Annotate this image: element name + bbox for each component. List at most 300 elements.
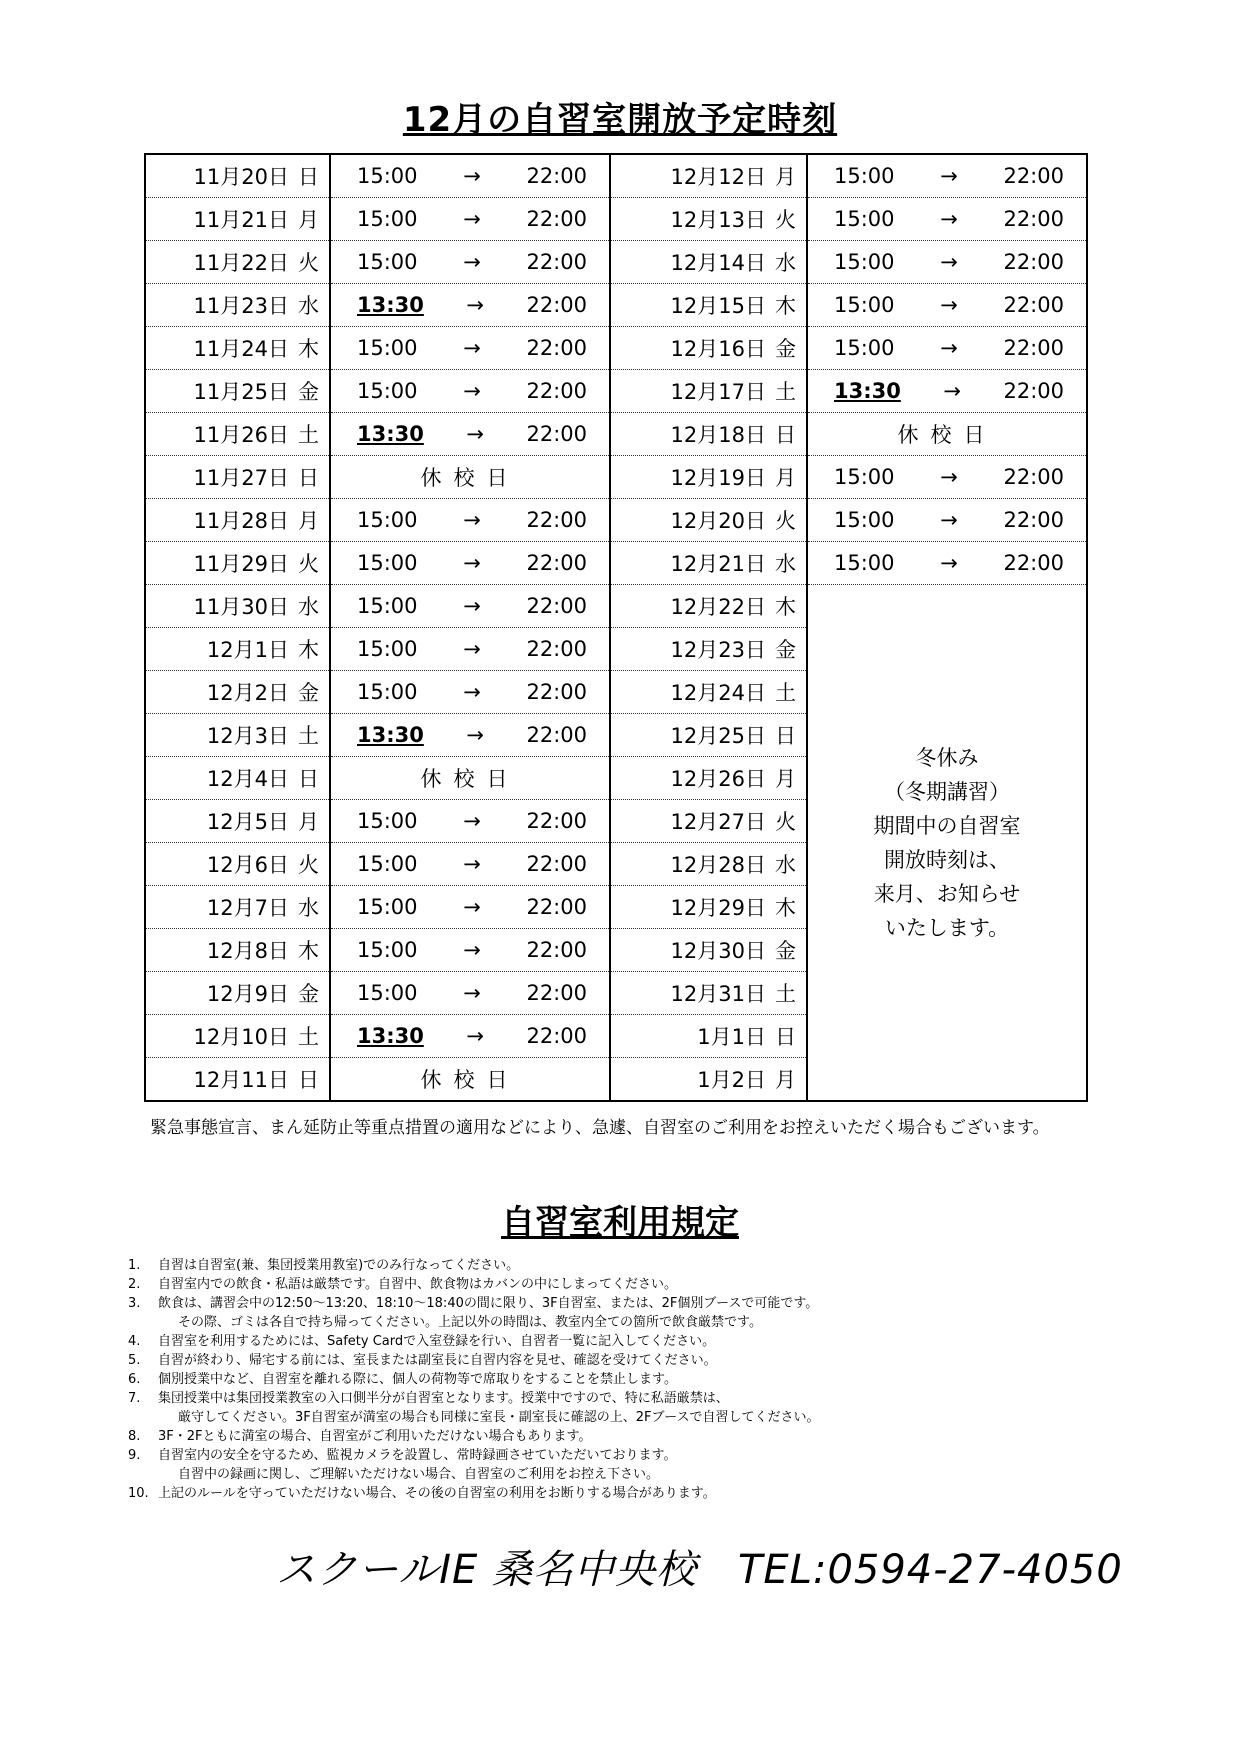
weekday-label: 月 xyxy=(775,1068,796,1092)
open-hours-cell xyxy=(330,1015,610,1058)
date-label: 12月17日 xyxy=(670,380,766,404)
open-hours-cell xyxy=(330,886,610,929)
date-label: 11月21日 xyxy=(193,208,289,232)
table-row xyxy=(145,499,1087,542)
arrow-icon: → xyxy=(463,594,481,618)
weekday-label: 木 xyxy=(298,939,319,963)
start-time: 15:00 xyxy=(357,164,418,188)
date-cell-right xyxy=(610,1015,807,1058)
date-cell-left xyxy=(145,886,330,929)
date-label: 12月4日 xyxy=(206,767,289,791)
date-label: 11月20日 xyxy=(193,165,289,189)
open-hours-cell xyxy=(330,413,610,456)
date-label: 12月6日 xyxy=(206,853,289,877)
weekday-label: 金 xyxy=(298,681,319,705)
closed-day-cell: 休校日 xyxy=(330,757,610,800)
date-label: 12月28日 xyxy=(670,853,766,877)
weekday-label: 金 xyxy=(298,982,319,1006)
notice-text: 緊急事態宣言、まん延防止等重点措置の適用などにより、急遽、自習室のご利用をお控えいただく場合もございます。 xyxy=(150,1118,1050,1138)
weekday-label: 木 xyxy=(298,337,319,361)
date-label: 12月29日 xyxy=(670,896,766,920)
open-hours-cell xyxy=(330,585,610,628)
end-time: 22:00 xyxy=(1003,465,1064,489)
date-label: 12月20日 xyxy=(670,509,766,533)
start-time: 15:00 xyxy=(834,207,895,231)
open-hours-cell xyxy=(330,284,610,327)
date-label: 12月1日 xyxy=(206,638,289,662)
arrow-icon: → xyxy=(940,551,958,575)
end-time: 22:00 xyxy=(526,379,587,403)
rule-number: 1. xyxy=(128,1258,141,1273)
start-time: 15:00 xyxy=(834,293,895,317)
weekday-label: 日 xyxy=(775,423,796,447)
rule-number xyxy=(128,1465,158,1484)
weekday-label: 月 xyxy=(298,208,319,232)
open-hours-cell xyxy=(330,972,610,1015)
date-cell-left xyxy=(145,972,330,1015)
date-label: 11月24日 xyxy=(193,337,289,361)
weekday-label: 月 xyxy=(775,767,796,791)
rule-item xyxy=(128,1313,1128,1332)
open-hours-cell xyxy=(330,843,610,886)
weekday-label: 日 xyxy=(775,724,796,748)
rule-number: 8. xyxy=(128,1429,141,1444)
rule-number xyxy=(128,1313,158,1332)
date-label: 12月16日 xyxy=(670,337,766,361)
weekday-label: 火 xyxy=(298,853,319,877)
rule-item xyxy=(128,1332,1128,1351)
arrow-icon: → xyxy=(463,895,481,919)
date-cell-left xyxy=(145,542,330,585)
date-cell-left xyxy=(145,241,330,284)
date-cell-left xyxy=(145,370,330,413)
weekday-label: 土 xyxy=(298,724,319,748)
rule-item xyxy=(128,1446,1128,1465)
date-label: 11月28日 xyxy=(193,509,289,533)
start-time: 15:00 xyxy=(834,508,895,532)
weekday-label: 木 xyxy=(775,294,796,318)
start-time: 15:00 xyxy=(834,551,895,575)
open-hours-cell xyxy=(807,154,1087,198)
end-time: 22:00 xyxy=(1003,207,1064,231)
open-hours-cell xyxy=(330,198,610,241)
rule-item xyxy=(128,1294,1128,1313)
arrow-icon: → xyxy=(463,336,481,360)
open-hours-cell xyxy=(807,284,1087,327)
rule-text: 自習室を利用するためには、Safety Cardで入室登録を行い、自習者一覧に記入してください。 xyxy=(158,1334,716,1349)
start-time: 15:00 xyxy=(357,207,418,231)
closed-day-cell: 休校日 xyxy=(330,1058,610,1102)
date-cell-right xyxy=(610,886,807,929)
date-cell-left xyxy=(145,757,330,800)
open-hours-cell xyxy=(330,327,610,370)
start-time: 15:00 xyxy=(357,895,418,919)
end-time: 22:00 xyxy=(526,680,587,704)
end-time: 22:00 xyxy=(1003,250,1064,274)
rule-item xyxy=(128,1389,1128,1408)
weekday-label: 金 xyxy=(775,337,796,361)
date-cell-left xyxy=(145,800,330,843)
table-row xyxy=(145,327,1087,370)
weekday-label: 火 xyxy=(298,552,319,576)
winter-note-line: 来月、お知らせ xyxy=(873,881,1021,906)
date-label: 12月5日 xyxy=(206,810,289,834)
end-time: 22:00 xyxy=(526,852,587,876)
date-cell-left xyxy=(145,843,330,886)
arrow-icon: → xyxy=(463,938,481,962)
rule-text: 厳守してください。3F自習室が満室の場合も同様に室長・副室長に確認の上、2Fブースで自習してください。 xyxy=(178,1410,820,1425)
page-title: 12月の自習室開放予定時刻 xyxy=(402,100,838,140)
date-label: 1月1日 xyxy=(697,1025,766,1049)
table-row xyxy=(145,542,1087,585)
start-time: 15:00 xyxy=(357,336,418,360)
start-time: 13:30 xyxy=(834,379,901,403)
date-label: 12月12日 xyxy=(670,165,766,189)
date-cell-right xyxy=(610,327,807,370)
date-label: 12月27日 xyxy=(670,810,766,834)
date-label: 12月15日 xyxy=(670,294,766,318)
weekday-label: 木 xyxy=(298,638,319,662)
start-time: 15:00 xyxy=(357,508,418,532)
date-label: 12月10日 xyxy=(193,1025,289,1049)
table-row xyxy=(145,241,1087,284)
weekday-label: 水 xyxy=(298,294,319,318)
date-label: 12月30日 xyxy=(670,939,766,963)
start-time: 15:00 xyxy=(834,164,895,188)
date-cell-right xyxy=(610,929,807,972)
date-label: 12月22日 xyxy=(670,595,766,619)
open-hours-cell xyxy=(330,628,610,671)
rule-item xyxy=(128,1408,1128,1427)
arrow-icon: → xyxy=(940,508,958,532)
date-cell-right xyxy=(610,628,807,671)
rule-text: 集団授業中は集団授業教室の入口側半分が自習室となります。授業中ですので、特に私語厳禁は、 xyxy=(158,1391,729,1406)
weekday-label: 日 xyxy=(298,466,319,490)
date-cell-left xyxy=(145,929,330,972)
rule-item xyxy=(128,1351,1128,1370)
date-cell-right xyxy=(610,413,807,456)
end-time: 22:00 xyxy=(526,250,587,274)
rule-item xyxy=(128,1275,1128,1294)
start-time: 15:00 xyxy=(357,981,418,1005)
end-time: 22:00 xyxy=(526,809,587,833)
rule-text: 自習が終わり、帰宅する前には、室長または副室長に自習内容を見せ、確認を受けてください。 xyxy=(158,1353,717,1368)
weekday-label: 水 xyxy=(775,552,796,576)
date-label: 12月3日 xyxy=(206,724,289,748)
winter-note-line: いたします。 xyxy=(884,915,1010,940)
weekday-label: 日 xyxy=(298,1068,319,1092)
weekday-label: 火 xyxy=(298,251,319,275)
date-cell-right xyxy=(610,542,807,585)
rule-text: 個別授業中など、自習室を離れる際に、個人の荷物等で席取りをすることを禁止します。 xyxy=(158,1372,677,1387)
rule-number: 5. xyxy=(128,1353,141,1368)
date-cell-right xyxy=(610,800,807,843)
open-hours-cell xyxy=(807,198,1087,241)
open-hours-cell xyxy=(807,327,1087,370)
date-label: 12月14日 xyxy=(670,251,766,275)
date-label: 12月25日 xyxy=(670,724,766,748)
winter-break-note xyxy=(807,585,1087,1102)
table-row xyxy=(145,413,1087,456)
winter-note-line: 冬休み xyxy=(915,745,979,770)
open-hours-cell xyxy=(330,154,610,198)
date-label: 12月21日 xyxy=(670,552,766,576)
open-hours-cell xyxy=(807,241,1087,284)
end-time: 22:00 xyxy=(1003,293,1064,317)
rule-number: 9. xyxy=(128,1448,141,1463)
date-cell-right xyxy=(610,198,807,241)
date-label: 12月19日 xyxy=(670,466,766,490)
start-time: 15:00 xyxy=(357,637,418,661)
winter-note-line: 開放時刻は、 xyxy=(884,847,1010,872)
end-time: 22:00 xyxy=(526,164,587,188)
open-hours-cell xyxy=(330,929,610,972)
table-row xyxy=(145,284,1087,327)
end-time: 22:00 xyxy=(526,895,587,919)
end-time: 22:00 xyxy=(526,981,587,1005)
rule-item xyxy=(128,1256,1128,1275)
end-time: 22:00 xyxy=(526,336,587,360)
rule-number: 2. xyxy=(128,1277,141,1292)
arrow-icon: → xyxy=(466,1024,484,1048)
date-cell-right xyxy=(610,1058,807,1102)
rule-text: 3F・2Fともに満室の場合、自習室がご利用いただけない場合もあります。 xyxy=(158,1429,592,1444)
arrow-icon: → xyxy=(463,981,481,1005)
date-cell-left xyxy=(145,413,330,456)
open-hours-cell xyxy=(330,499,610,542)
arrow-icon: → xyxy=(463,551,481,575)
weekday-label: 木 xyxy=(775,896,796,920)
date-cell-left xyxy=(145,714,330,757)
date-cell-right xyxy=(610,585,807,628)
weekday-label: 金 xyxy=(775,939,796,963)
weekday-label: 月 xyxy=(775,466,796,490)
arrow-icon: → xyxy=(943,379,961,403)
weekday-label: 水 xyxy=(298,595,319,619)
closed-day-cell: 休校日 xyxy=(330,456,610,499)
weekday-label: 日 xyxy=(298,767,319,791)
rule-item xyxy=(128,1370,1128,1389)
rule-item xyxy=(128,1427,1128,1446)
arrow-icon: → xyxy=(466,723,484,747)
weekday-label: 月 xyxy=(298,509,319,533)
rule-text: 自習室内での飲食・私語は厳禁です。自習中、飲食物はカバンの中にしまってください。 xyxy=(158,1277,677,1292)
weekday-label: 土 xyxy=(298,1025,319,1049)
start-time: 15:00 xyxy=(357,594,418,618)
weekday-label: 土 xyxy=(298,423,319,447)
date-cell-left xyxy=(145,456,330,499)
date-label: 12月18日 xyxy=(670,423,766,447)
date-cell-right xyxy=(610,714,807,757)
date-cell-right xyxy=(610,284,807,327)
arrow-icon: → xyxy=(940,465,958,489)
date-label: 12月13日 xyxy=(670,208,766,232)
date-label: 11月29日 xyxy=(193,552,289,576)
table-row xyxy=(145,370,1087,413)
arrow-icon: → xyxy=(463,250,481,274)
weekday-label: 木 xyxy=(775,595,796,619)
start-time: 15:00 xyxy=(834,336,895,360)
rule-text: 飲食は、講習会中の12:50～13:20、18:10～18:40の間に限り、3F自習室、または、2F個別ブースで可能です。 xyxy=(158,1296,819,1311)
date-cell-left xyxy=(145,198,330,241)
open-hours-cell xyxy=(330,671,610,714)
weekday-label: 水 xyxy=(775,853,796,877)
end-time: 22:00 xyxy=(1003,508,1064,532)
arrow-icon: → xyxy=(463,680,481,704)
footer-school-contact: スクールIE 桑名中央校 TEL:0594-27-4050 xyxy=(276,1547,1123,1593)
weekday-label: 月 xyxy=(775,165,796,189)
rule-text: 上記のルールを守っていただけない場合、その後の自習室の利用をお断りする場合があります。 xyxy=(158,1486,716,1501)
start-time: 15:00 xyxy=(357,250,418,274)
open-hours-cell xyxy=(330,542,610,585)
rule-number: 7. xyxy=(128,1391,141,1406)
arrow-icon: → xyxy=(466,422,484,446)
open-hours-cell xyxy=(807,499,1087,542)
start-time: 15:00 xyxy=(357,680,418,704)
open-hours-cell xyxy=(330,241,610,284)
date-cell-left xyxy=(145,327,330,370)
weekday-label: 金 xyxy=(775,638,796,662)
date-label: 12月31日 xyxy=(670,982,766,1006)
end-time: 22:00 xyxy=(526,637,587,661)
date-cell-left xyxy=(145,671,330,714)
winter-note-line: 期間中の自習室 xyxy=(873,813,1021,838)
date-cell-left xyxy=(145,284,330,327)
weekday-label: 火 xyxy=(775,509,796,533)
closed-day-cell: 休校日 xyxy=(807,413,1087,456)
date-cell-right xyxy=(610,456,807,499)
start-time: 13:30 xyxy=(357,1024,424,1048)
date-label: 11月27日 xyxy=(193,466,289,490)
date-cell-right xyxy=(610,499,807,542)
rules-list xyxy=(128,1256,1128,1503)
end-time: 22:00 xyxy=(526,508,587,532)
weekday-label: 土 xyxy=(775,681,796,705)
table-row xyxy=(145,456,1087,499)
start-time: 15:00 xyxy=(834,465,895,489)
date-cell-right xyxy=(610,843,807,886)
date-cell-right xyxy=(610,757,807,800)
date-cell-left xyxy=(145,1058,330,1102)
table-row xyxy=(145,198,1087,241)
weekday-label: 日 xyxy=(775,1025,796,1049)
rules-title: 自習室利用規定 xyxy=(501,1203,739,1243)
open-hours-cell xyxy=(807,456,1087,499)
rule-item xyxy=(128,1484,1128,1503)
arrow-icon: → xyxy=(463,164,481,188)
end-time: 22:00 xyxy=(1003,379,1064,403)
arrow-icon: → xyxy=(463,508,481,532)
date-label: 11月26日 xyxy=(193,423,289,447)
arrow-icon: → xyxy=(940,164,958,188)
weekday-label: 土 xyxy=(775,982,796,1006)
weekday-label: 水 xyxy=(775,251,796,275)
start-time: 15:00 xyxy=(357,809,418,833)
end-time: 22:00 xyxy=(526,594,587,618)
date-label: 12月24日 xyxy=(670,681,766,705)
arrow-icon: → xyxy=(940,293,958,317)
start-time: 15:00 xyxy=(357,852,418,876)
arrow-icon: → xyxy=(940,336,958,360)
date-label: 11月22日 xyxy=(193,251,289,275)
date-cell-right xyxy=(610,241,807,284)
arrow-icon: → xyxy=(463,207,481,231)
date-label: 12月26日 xyxy=(670,767,766,791)
date-label: 12月23日 xyxy=(670,638,766,662)
end-time: 22:00 xyxy=(526,1024,587,1048)
open-hours-cell xyxy=(330,370,610,413)
date-label: 12月9日 xyxy=(206,982,289,1006)
date-label: 11月23日 xyxy=(193,294,289,318)
arrow-icon: → xyxy=(940,250,958,274)
date-cell-left xyxy=(145,1015,330,1058)
date-cell-left xyxy=(145,154,330,198)
weekday-label: 月 xyxy=(298,810,319,834)
weekday-label: 水 xyxy=(298,896,319,920)
rule-text: 自習室内の安全を守るため、監視カメラを設置し、常時録画させていただいております。 xyxy=(158,1448,677,1463)
rule-number: 10. xyxy=(128,1486,149,1501)
open-hours-cell xyxy=(807,542,1087,585)
date-label: 12月2日 xyxy=(206,681,289,705)
date-label: 12月7日 xyxy=(206,896,289,920)
rule-text: 自習は自習室(兼、集団授業用教室)でのみ行なってください。 xyxy=(158,1258,520,1273)
schedule-table xyxy=(144,153,1088,1102)
rule-number: 3. xyxy=(128,1296,141,1311)
weekday-label: 火 xyxy=(775,810,796,834)
date-label: 11月25日 xyxy=(193,380,289,404)
end-time: 22:00 xyxy=(526,723,587,747)
table-row xyxy=(145,154,1087,198)
end-time: 22:00 xyxy=(526,551,587,575)
start-time: 13:30 xyxy=(357,723,424,747)
rule-text: その際、ゴミは各自で持ち帰ってください。上記以外の時間は、教室内全ての箇所で飲食厳禁です。 xyxy=(178,1315,762,1330)
start-time: 15:00 xyxy=(357,938,418,962)
date-cell-right xyxy=(610,154,807,198)
start-time: 15:00 xyxy=(357,379,418,403)
winter-note-line: （冬期講習） xyxy=(884,779,1010,804)
rule-number: 4. xyxy=(128,1334,141,1349)
date-cell-right xyxy=(610,370,807,413)
table-row xyxy=(145,585,1087,628)
end-time: 22:00 xyxy=(526,938,587,962)
end-time: 22:00 xyxy=(526,422,587,446)
arrow-icon: → xyxy=(463,637,481,661)
weekday-label: 日 xyxy=(298,165,319,189)
weekday-label: 土 xyxy=(775,380,796,404)
rule-item xyxy=(128,1465,1128,1484)
arrow-icon: → xyxy=(463,852,481,876)
date-cell-right xyxy=(610,972,807,1015)
weekday-label: 火 xyxy=(775,208,796,232)
date-cell-left xyxy=(145,585,330,628)
date-cell-left xyxy=(145,499,330,542)
date-label: 12月8日 xyxy=(206,939,289,963)
end-time: 22:00 xyxy=(1003,164,1064,188)
start-time: 15:00 xyxy=(357,551,418,575)
weekday-label: 金 xyxy=(298,380,319,404)
arrow-icon: → xyxy=(940,207,958,231)
date-label: 1月2日 xyxy=(697,1068,766,1092)
date-cell-left xyxy=(145,628,330,671)
end-time: 22:00 xyxy=(526,207,587,231)
arrow-icon: → xyxy=(466,293,484,317)
date-label: 12月11日 xyxy=(193,1068,289,1092)
open-hours-cell xyxy=(330,714,610,757)
rule-text: 自習中の録画に関し、ご理解いただけない場合、自習室のご利用をお控え下さい。 xyxy=(178,1467,660,1482)
start-time: 13:30 xyxy=(357,293,424,317)
start-time: 15:00 xyxy=(834,250,895,274)
date-cell-right xyxy=(610,671,807,714)
